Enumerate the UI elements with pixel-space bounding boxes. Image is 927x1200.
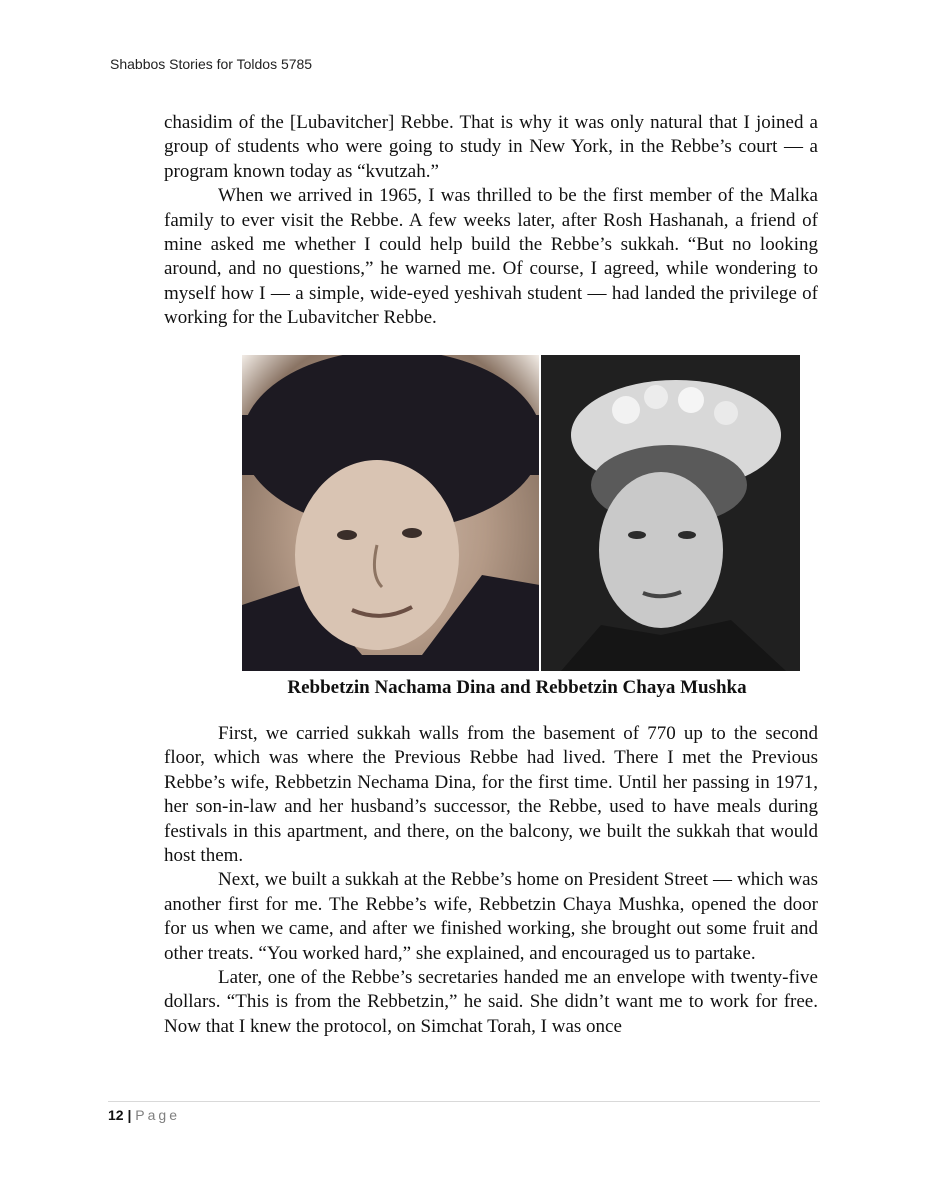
page-footer <box>108 1107 180 1123</box>
body-text-bottom <box>164 722 818 1039</box>
body-text-top <box>164 111 818 331</box>
paragraph: Later, one of the Rebbe’s secretaries handed me an envelope with twenty-five dollars. “This is from the Rebbetzin,” he said. She didn’t want me to work for free. Now that I knew the protocol, on Simchat Torah, I was once <box>164 967 818 1037</box>
footer-separator: | <box>127 1107 132 1123</box>
photo-figure <box>242 355 800 671</box>
paragraph: When we arrived in 1965, I was thrilled to be the first member of the Malka family to ever visit the Rebbe. A few weeks later, after Rosh Hashanah, a friend of mine asked me whether I could help build the Rebbe’s sukkah. “But no looking around, and no questions,” he warned me. Of course, I agreed, while wondering to myself how I — a simple, wide-eyed yeshivah student — had landed the privilege of working for the Lubavitcher Rebbe. <box>164 185 818 329</box>
photo-rebbetzin-chaya-mushka <box>541 355 800 671</box>
footer-divider <box>108 1101 820 1102</box>
running-header: Shabbos Stories for Toldos 5785 <box>110 56 313 72</box>
figure-caption: Rebbetzin Nachama Dina and Rebbetzin Chaya Mushka <box>287 677 747 698</box>
portrait-right-image <box>541 355 800 671</box>
page-label: Page <box>135 1107 180 1123</box>
page-number: 12 <box>108 1107 124 1123</box>
photo-rebbetzin-nechama-dina <box>242 355 539 671</box>
portrait-left-image <box>242 355 539 671</box>
paragraph: chasidim of the [Lubavitcher] Rebbe. That is why it was only natural that I joined a group of students who were going to study in New York, in the Rebbe’s court — a program known today as “kvutzah.” <box>164 112 818 182</box>
paragraph: Next, we built a sukkah at the Rebbe’s home on President Street — which was another first for me. The Rebbe’s wife, Rebbetzin Chaya Mushka, opened the door for us when we came, and after we finished working, she brought out some fruit and other treats. “You worked hard,” she explained, and encouraged us to partake. <box>164 869 818 964</box>
paragraph: First, we carried sukkah walls from the basement of 770 up to the second floor, which was where the Previous Rebbe had lived. There I met the Previous Rebbe’s wife, Rebbetzin Nechama Dina, for the first time. Until her passing in 1971, her son-in-law and her husband’s successor, the Rebbe, used to have meals during festivals in this apartment, and there, on the balcony, we built the sukkah that would host them. <box>164 723 818 867</box>
